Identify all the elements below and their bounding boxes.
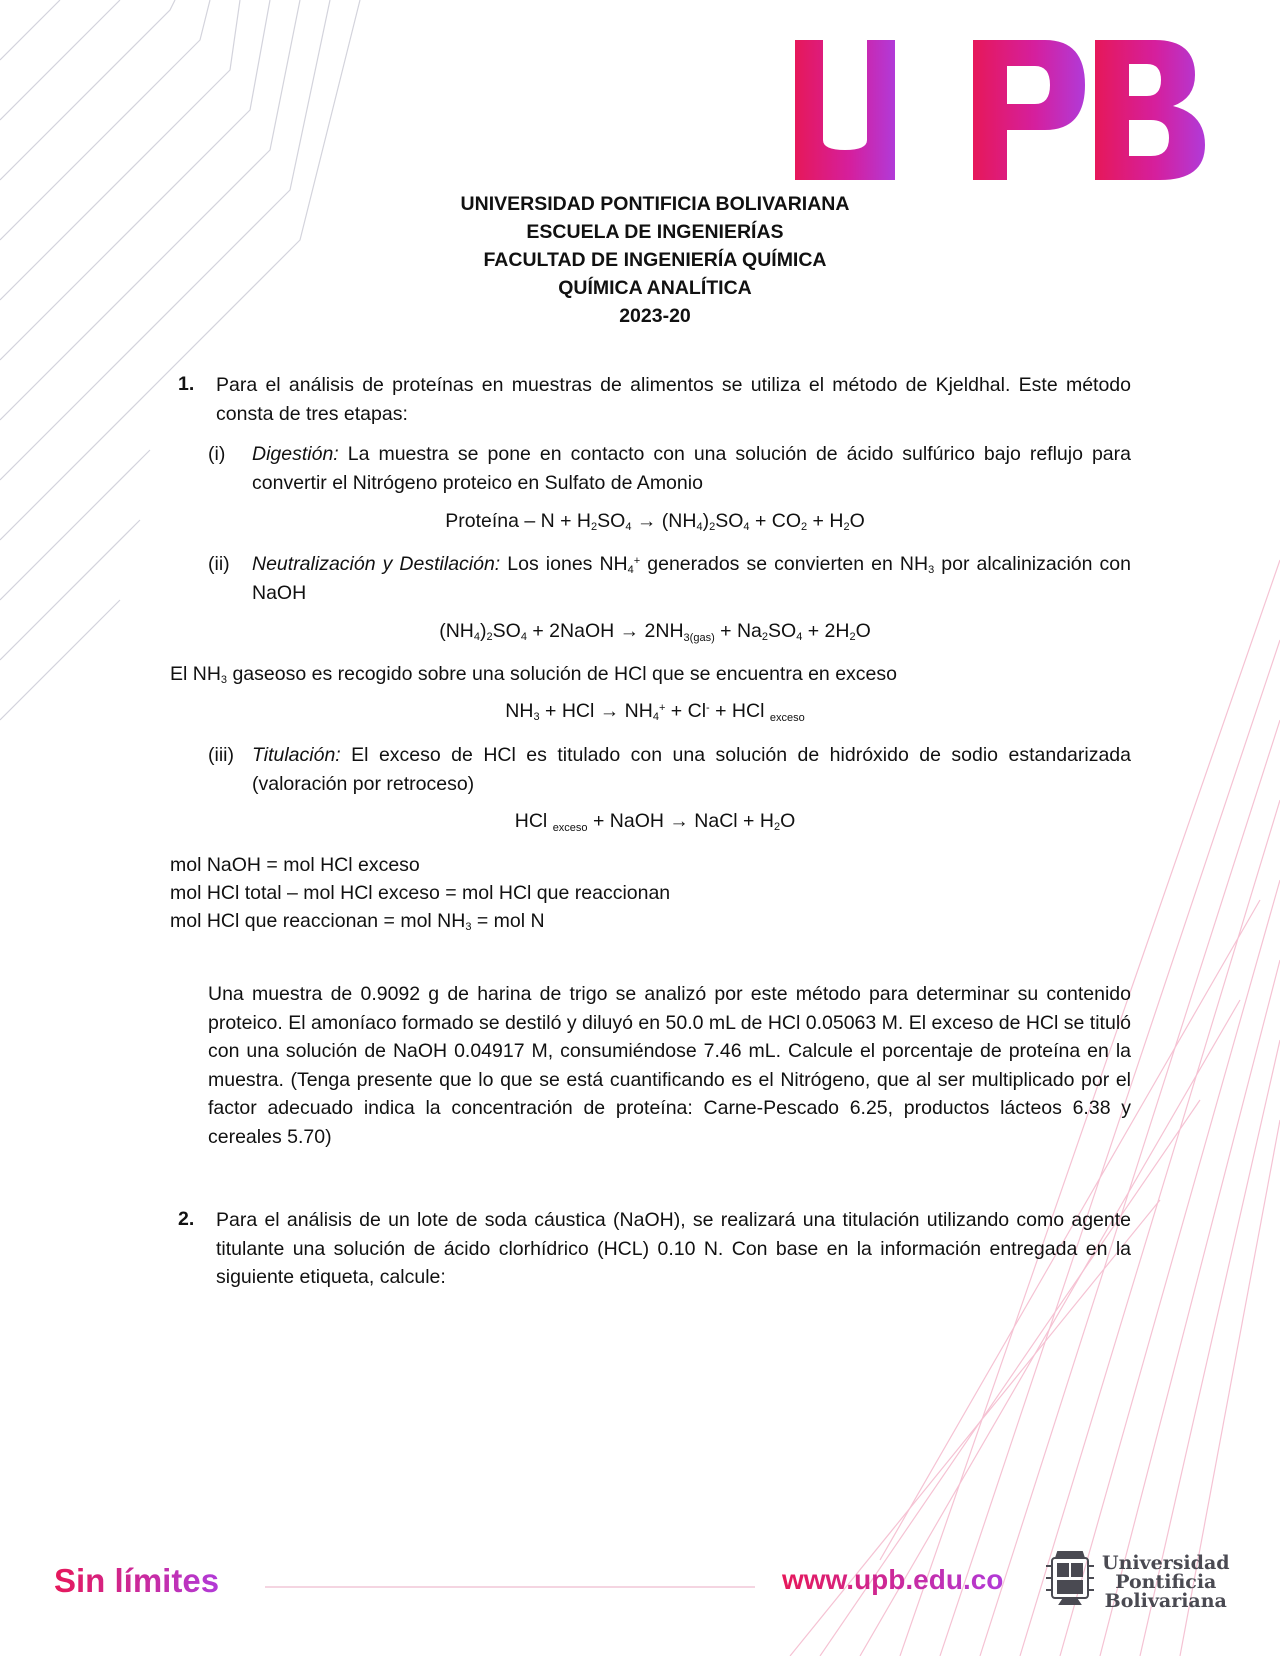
step-ii-label: (ii) — [208, 553, 230, 575]
question-1-number: 1. — [178, 373, 195, 395]
nh3-collection-text: El $NH_3$ gaseoso es recogido sobre una solución de HCl que se encuentra en exceso — [170, 663, 897, 686]
faculty-title: FACULTAD DE INGENIERÍA QUÍMICA — [483, 249, 827, 271]
question-2-text: Para el análisis de un lote de soda cáustica (NaOH), se realizará una titulación utilizando como agente titulante una solución de ácido clorhídrico (HCL) 0.10 N. Con base en la información entregada en la siguiente etiqueta, calcule: — [216, 1209, 1131, 1288]
website-link[interactable]: www.upb.edu.co — [782, 1564, 1004, 1595]
university-title: UNIVERSIDAD PONTIFICIA BOLIVARIANA — [460, 193, 850, 215]
university-wordmark — [1102, 1554, 1230, 1611]
equation-neutralization: $(NH_4)_2SO_4$ + 2NaOH → $2NH_{3(gas)} + Na_2SO_4 + 2H_2O$ — [439, 620, 871, 644]
upb-logo — [795, 40, 1207, 180]
wordmark-line-2: Pontificia — [1115, 1571, 1217, 1593]
relation-3: mol HCl que reaccionan = mol $NH_3$ = mol N — [170, 910, 545, 933]
course-title: QUÍMICA ANALÍTICA — [558, 277, 752, 299]
equation-titration: HCl $_{exceso}$ + NaOH → NaCl + $H_2O$ — [514, 810, 796, 834]
school-title: ESCUELA DE INGENIERÍAS — [526, 221, 784, 243]
step-iii-title: Titulación: — [252, 744, 341, 766]
term-label: 2023-20 — [619, 305, 691, 327]
footer-divider — [265, 1586, 755, 1588]
step-i-body: La muestra se pone en contacto con una solución de ácido sulfúrico bajo reflujo para convertir el Nitrógeno proteico en Sulfato de Amonio — [252, 443, 1131, 494]
equation-digestion: Proteína – $N + H_2SO_4 \to (NH_4)_2SO_4 + CO_2 + H_2O$ — [445, 510, 865, 533]
question-1-intro: Para el análisis de proteínas en muestras de alimentos se utiliza el método de Kjeldhal. Este método consta de tres etapas: — [216, 374, 1131, 425]
step-ii-title: Neutralización y Destilación: — [252, 553, 501, 575]
step-ii-text: Neutralización y Destilación: Los iones $NH_4^+$ generados se convierten en $NH_3$ por alcalinización con NaOH — [252, 553, 1131, 604]
problem-statement: Una muestra de 0.9092 g de harina de trigo se analizó por este método para determinar su contenido proteico. El amoníaco formado se destiló y diluyó en 50.0 mL de HCl 0.05063 M. El exceso de HCl se tituló con una solución de NaOH 0.04917 M, consumiéndose 7.46 mL. Calcule el porcentaje de proteína en la muestra. (Tenga presente que lo que se está cuantificando es el Nitrógeno, que al ser multiplicado por el factor adecuado indica la concentración de proteína: Carne-Pescado 6.25, productos lácteos 6.38 y cereales 5.70) — [208, 983, 1131, 1148]
relation-2: mol HCl total – mol HCl exceso = mol HCl que reaccionan — [170, 882, 671, 904]
question-2-number: 2. — [178, 1208, 195, 1230]
step-iii-label: (iii) — [208, 744, 234, 766]
step-i-title: Digestión: — [252, 443, 339, 465]
slogan: Sin límites — [54, 1562, 220, 1599]
wordmark-line-3: Bolivariana — [1104, 1590, 1227, 1612]
step-i-text — [252, 440, 1131, 497]
wordmark-line-1: Universidad — [1102, 1552, 1230, 1574]
step-i-label: (i) — [208, 443, 226, 465]
document-header — [0, 190, 1280, 330]
relation-1: mol NaOH = mol HCl exceso — [170, 854, 420, 876]
equation-absorption: $NH_3$ + HCl → $NH_4^+ + Cl^-$ + HCl $_{exceso}$ — [505, 700, 805, 724]
university-seal-icon — [1040, 1544, 1100, 1612]
step-iii-text: Titulación: El exceso de HCl es titulado con una solución de hidróxido de sodio estandarizada (valoración por retroceso) — [252, 744, 1131, 795]
